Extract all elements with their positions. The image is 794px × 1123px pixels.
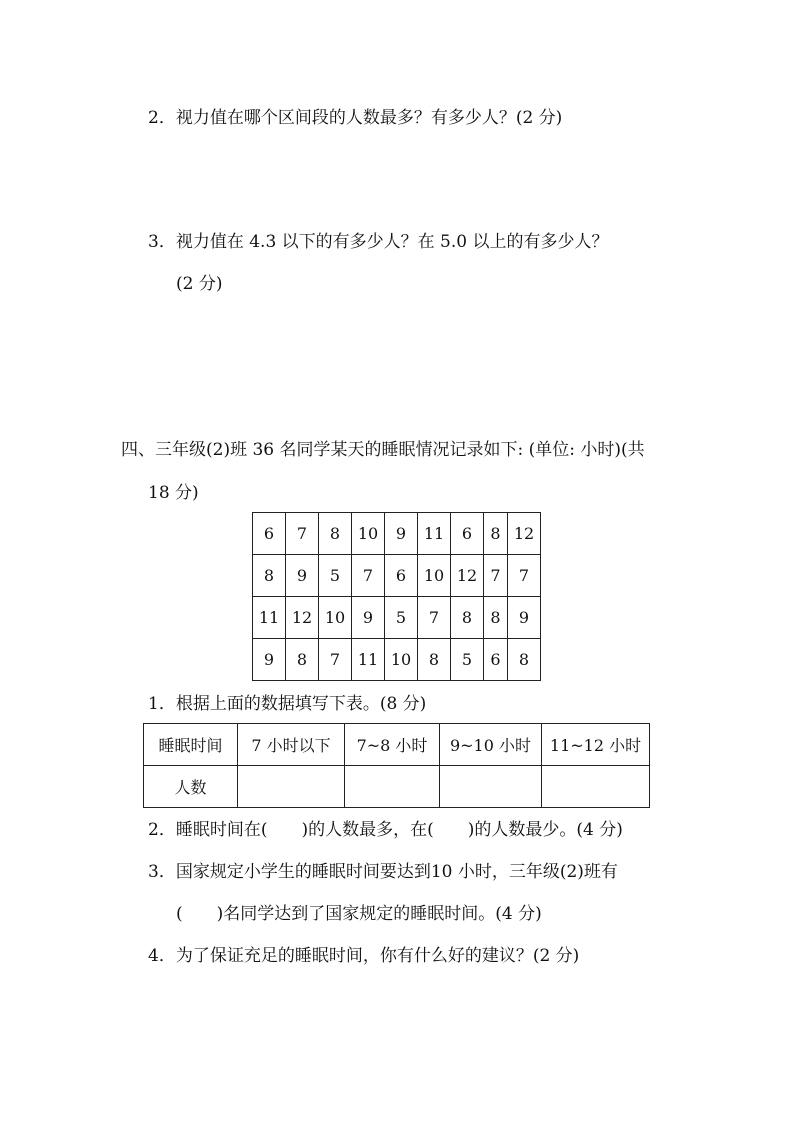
fill-table-count-row — [144, 766, 650, 808]
data-cell: 8 — [253, 555, 286, 597]
data-cell: 12 — [286, 597, 319, 639]
data-cell: 6 — [451, 513, 484, 555]
header-cell: 9~10 小时 — [440, 724, 542, 766]
answer-cell[interactable] — [542, 766, 650, 808]
data-cell: 10 — [385, 639, 418, 681]
data-cell: 11 — [253, 597, 286, 639]
sub-question-4: 4．为了保证充足的睡眠时间，你有什么好的建议？(2 分) — [148, 946, 580, 966]
part-4-title-line-2: 18 分) — [148, 483, 199, 503]
data-cell: 11 — [418, 513, 451, 555]
data-cell: 5 — [451, 639, 484, 681]
data-cell: 8 — [418, 639, 451, 681]
data-grid-row — [253, 513, 541, 555]
data-cell: 12 — [508, 513, 541, 555]
sleep-data-grid — [252, 512, 541, 681]
data-cell: 9 — [286, 555, 319, 597]
fill-table-header-row — [144, 724, 650, 766]
data-cell: 12 — [451, 555, 484, 597]
data-cell: 6 — [385, 555, 418, 597]
data-grid-row — [253, 597, 541, 639]
sub-question-3-line-1: 3．国家规定小学生的睡眠时间要达到10 小时，三年级(2)班有 — [148, 862, 618, 882]
header-cell: 7 小时以下 — [238, 724, 345, 766]
data-cell: 8 — [508, 639, 541, 681]
data-cell: 7 — [319, 639, 352, 681]
data-cell: 9 — [385, 513, 418, 555]
data-cell: 8 — [484, 513, 508, 555]
data-cell: 9 — [508, 597, 541, 639]
question-3-line-2: (2 分) — [176, 274, 223, 294]
sub-question-3-line-2: ( )名同学达到了国家规定的睡眠时间。(4 分) — [176, 904, 542, 924]
data-cell: 5 — [385, 597, 418, 639]
data-cell: 7 — [508, 555, 541, 597]
answer-cell[interactable] — [345, 766, 440, 808]
question-2: 2．视力值在哪个区间段的人数最多？有多少人？(2 分) — [148, 108, 563, 128]
answer-cell[interactable] — [238, 766, 345, 808]
data-cell: 6 — [253, 513, 286, 555]
data-cell: 7 — [286, 513, 319, 555]
header-cell: 7~8 小时 — [345, 724, 440, 766]
data-cell: 9 — [253, 639, 286, 681]
data-cell: 8 — [451, 597, 484, 639]
answer-cell[interactable] — [440, 766, 542, 808]
data-cell: 7 — [352, 555, 385, 597]
data-grid-row — [253, 555, 541, 597]
data-cell: 8 — [484, 597, 508, 639]
header-cell: 11~12 小时 — [542, 724, 650, 766]
data-cell: 7 — [418, 597, 451, 639]
data-cell: 11 — [352, 639, 385, 681]
header-cell: 睡眠时间 — [144, 724, 238, 766]
fill-in-table — [143, 723, 650, 808]
data-cell: 6 — [484, 639, 508, 681]
part-4-title-line-1: 四、三年级(2)班 36 名同学某天的睡眠情况记录如下: (单位: 小时)(共 — [121, 440, 645, 460]
data-cell: 9 — [352, 597, 385, 639]
data-cell: 8 — [319, 513, 352, 555]
sub-question-1: 1．根据上面的数据填写下表。(8 分) — [148, 694, 427, 714]
question-3-line-1: 3．视力值在 4.3 以下的有多少人？在 5.0 以上的有多少人？ — [148, 232, 609, 252]
data-cell: 5 — [319, 555, 352, 597]
sub-question-2: 2．睡眠时间在( )的人数最多，在( )的人数最少。(4 分) — [148, 820, 623, 840]
data-cell: 10 — [418, 555, 451, 597]
data-cell: 8 — [286, 639, 319, 681]
data-cell: 10 — [352, 513, 385, 555]
data-cell: 7 — [484, 555, 508, 597]
data-grid-row — [253, 639, 541, 681]
row-label-cell: 人数 — [144, 766, 238, 808]
data-cell: 10 — [319, 597, 352, 639]
